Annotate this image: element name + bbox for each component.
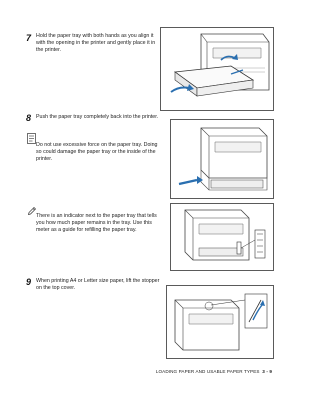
step-text-7: Hold the paper tray with both hands as you align it with the opening in the printer and gently place it in the printer. bbox=[36, 33, 156, 54]
illustration-push-tray bbox=[170, 119, 274, 199]
caution-icon bbox=[27, 131, 36, 149]
caution-note-text: Do not use excessive force on the paper tray. Doing so could damage the paper tray or the inside of the printer. bbox=[36, 142, 158, 163]
step-number-9: 9 bbox=[26, 277, 32, 287]
step-text-8: Push the paper tray completely back into the printer. bbox=[36, 114, 159, 120]
footer-page-number: 3 - 9 bbox=[262, 369, 272, 374]
illustration-insert-tray bbox=[160, 27, 274, 111]
page-footer bbox=[156, 369, 272, 374]
step-text-9: When printing A4 or Letter size paper, lift the stopper on the top cover. bbox=[36, 278, 160, 292]
step-number-8: 8 bbox=[26, 113, 32, 123]
illustration-lift-stopper bbox=[166, 285, 274, 359]
indicator-note-text: There is an indicator next to the paper tray that tells you how much paper remains in the tray. Use this meter as a guide for refilling the paper tray. bbox=[36, 213, 157, 234]
illustration-paper-indicator bbox=[170, 203, 274, 271]
footer-section-title: LOADING PAPER AND USABLE PAPER TYPES bbox=[155, 369, 260, 374]
step-number-7: 7 bbox=[26, 33, 32, 43]
